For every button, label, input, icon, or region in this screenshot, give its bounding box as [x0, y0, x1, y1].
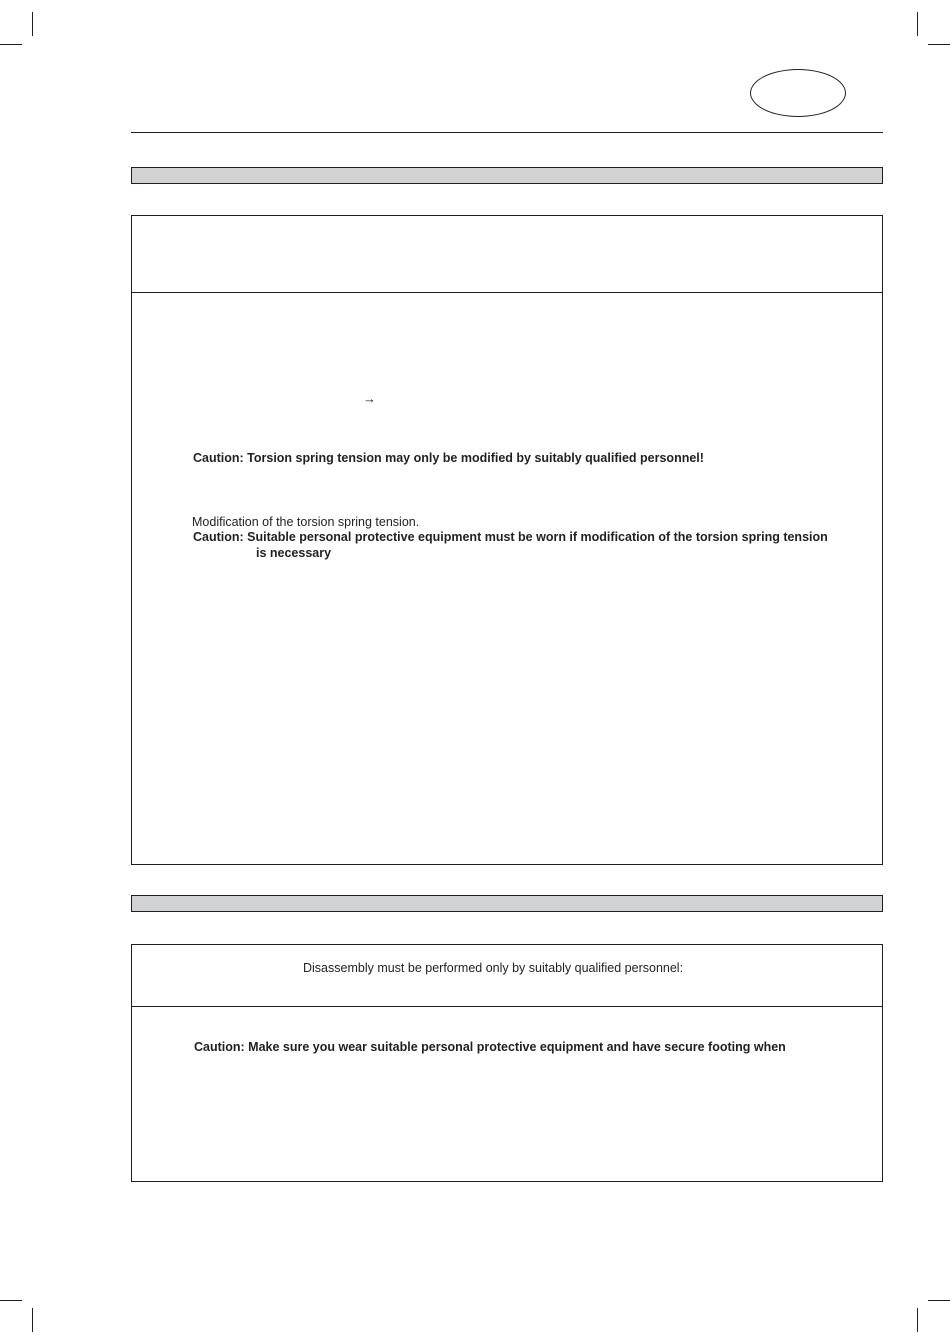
modification-text: Modification of the torsion spring tension. — [192, 515, 420, 529]
crop-mark-top-right-h — [928, 44, 950, 45]
caution-torsion-spring: Caution: Torsion spring tension may only be modified by suitably qualified personnel! — [193, 451, 704, 465]
section-2-panel-divider — [132, 1006, 882, 1007]
section-1-panel-divider — [132, 292, 882, 293]
crop-mark-top-left-h — [0, 44, 22, 45]
arrow-icon: → — [363, 391, 376, 406]
section-heading-bar-1 — [131, 167, 883, 184]
header-rule — [131, 132, 883, 133]
crop-mark-bottom-left-h — [0, 1300, 22, 1301]
language-badge-oval — [750, 69, 846, 117]
section-heading-bar-2 — [131, 895, 883, 912]
crop-mark-bottom-right-v — [917, 1308, 918, 1332]
section-2-panel — [131, 944, 883, 1182]
disassembly-intro-text: Disassembly must be performed only by suitably qualified personnel: — [303, 961, 684, 975]
caution-ppe-line-2: is necessary — [256, 546, 332, 560]
caution-ppe-line-1: Caution: Suitable personal protective equipment must be worn if modification of the torsion spring tension — [193, 530, 828, 544]
crop-mark-top-left-v — [32, 12, 33, 36]
crop-mark-bottom-left-v — [32, 1308, 33, 1332]
crop-mark-bottom-right-h — [928, 1300, 950, 1301]
section-1-panel — [131, 215, 883, 865]
caution-secure-footing: Caution: Make sure you wear suitable personal protective equipment and have secure footing when — [194, 1040, 786, 1054]
crop-mark-top-right-v — [917, 12, 918, 36]
